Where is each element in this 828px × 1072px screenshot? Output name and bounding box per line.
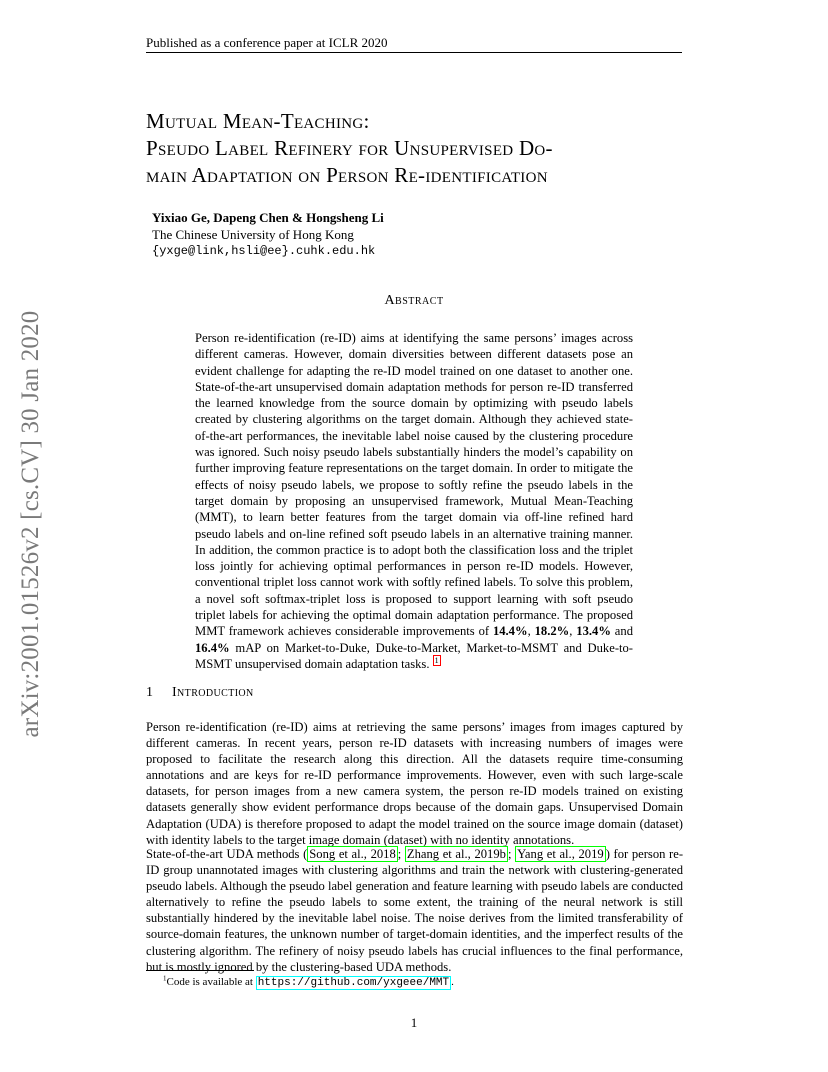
abstract-body bbox=[195, 330, 633, 672]
citation-link-song[interactable]: Song et al., 2018 bbox=[309, 847, 396, 861]
footnote-text: Code is available at bbox=[166, 976, 256, 988]
abstract-value-1: 14.4% bbox=[492, 624, 528, 639]
title-line-1: Mutual Mean-Teaching: bbox=[146, 109, 370, 133]
paper-title bbox=[146, 108, 706, 189]
footnote-link[interactable]: 1 bbox=[434, 655, 439, 665]
section-heading-introduction bbox=[146, 685, 682, 701]
citation-link-zhang[interactable]: Zhang et al., 2019b bbox=[406, 847, 506, 861]
abstract-sep-1: , bbox=[527, 624, 535, 639]
abstract-text-1: Person re-identification (re-ID) aims at identifying the same persons’ images across different cameras. However, domain diversities between different datasets pose an evident challenge for adapting the re-ID model trained on one dataset to another one. State-of-the-art unsupervised domain adaptation methods for person re-ID transferred the learned knowledge from the source domain by optimizing with pseudo labels created by clustering algorithms on the target domain. Although they achieved state-of-the-art performances, the inevitable label noise caused by the clustering procedure was ignored. Such noisy pseudo labels substantially hinders the model’s capability on further improving feature representations on the target domain. In order to mitigate the effects of noisy pseudo labels, we propose to softly refine the pseudo labels in the target domain by proposing an unsupervised framework, Mutual Mean-Teaching (MMT), to learn better features from the target domain via off-line refined hard pseudo labels and on-line refined soft pseudo labels in an alternative training manner. In addition, the common practice is to adopt both the classification loss and the triplet loss jointly for achieving optimal performances in person re-ID models. However, conventional triplet loss cannot work with softly refined labels. To solve this problem, a novel soft softmax-triplet loss is proposed to support learning with soft pseudo triplet labels for achieving the optimal domain adaptation performance. The proposed MMT framework achieves considerable improvements of bbox=[195, 331, 633, 639]
citation-separator: ; bbox=[397, 847, 405, 861]
author-block bbox=[152, 209, 652, 260]
citation-link-yang[interactable]: Yang et al., 2019 bbox=[517, 847, 604, 861]
section-number: 1 bbox=[146, 685, 154, 700]
citation-separator: ; bbox=[507, 847, 516, 861]
abstract-text-2: mAP on Market-to-Duke, Duke-to-Market, Market-to-MSMT and Duke-to-MSMT unsupervised domain adaptation tasks. bbox=[195, 640, 633, 671]
abstract-sep-3: and bbox=[610, 624, 633, 639]
abstract-value-4: 16.4% bbox=[195, 640, 230, 655]
footnote bbox=[163, 975, 683, 990]
abstract-sep-2: , bbox=[569, 624, 577, 639]
header-rule bbox=[146, 52, 682, 53]
section-title: Introduction bbox=[172, 685, 254, 700]
page-number: 1 bbox=[410, 1015, 418, 1030]
intro-paragraph-2 bbox=[146, 846, 683, 975]
arxiv-identifier: arXiv:2001.01526v2 [cs.CV] 30 Jan 2020 bbox=[17, 310, 44, 738]
intro-p2-start: State-of-the-art UDA methods ( bbox=[146, 847, 308, 861]
running-header: Published as a conference paper at ICLR 2020 bbox=[146, 35, 388, 50]
intro-paragraph-1: Person re-identification (re-ID) aims at retrieving the same persons’ images from images captured by different cameras. In recent years, person re-ID datasets with increasing numbers of images were proposed to facilitate the research along this direction. All the datasets require time-consuming annotations and are keys for re-ID performance improvements. However, even with such large-scale datasets, for person images from a new camera system, the person re-ID models trained on existing datasets generally show evident performance drops because of the domain gaps. Unsupervised Domain Adaptation (UDA) is therefore proposed to adapt the model trained on the source image domain (dataset) with identity labels to the target image domain (dataset) with no identity annotations. bbox=[146, 720, 683, 847]
footnote-rule bbox=[146, 970, 254, 971]
author-names: Yixiao Ge, Dapeng Chen & Hongsheng Li bbox=[152, 210, 384, 225]
author-email: {yxge@link,hsli@ee}.cuhk.edu.hk bbox=[152, 244, 376, 258]
affiliation: The Chinese University of Hong Kong bbox=[152, 227, 354, 242]
abstract-heading: Abstract bbox=[384, 293, 444, 308]
title-line-2: Pseudo Label Refinery for Unsupervised Do- bbox=[146, 136, 553, 160]
abstract-value-3: 13.4% bbox=[576, 624, 611, 639]
arxiv-sidebar bbox=[6, 290, 56, 758]
intro-p2-rest: ) for person re-ID group unannotated images with clustering algorithms and train the network with clustering-generated pseudo labels. Although the pseudo label generation and feature learning with pseudo labels are conducted alternatively to refine the pseudo labels to some extent, the training of the neural network is still substantially hindered by the inevitable label noise. The noise derives from the limited transferability of source-domain features, the unknown number of target-domain identities, and the imperfect results of the clustering algorithm. The refinery of noisy pseudo labels has crucial influences to the final performance, but is mostly ignored by the clustering-based UDA methods. bbox=[146, 847, 684, 974]
abstract-value-2: 18.2% bbox=[534, 624, 570, 639]
title-line-3: main Adaptation on Person Re-identification bbox=[146, 163, 548, 187]
footnote-end: . bbox=[451, 976, 454, 988]
footnote-number: 1 bbox=[163, 974, 167, 983]
code-url-link[interactable]: https://github.com/yxgeee/MMT bbox=[257, 977, 450, 989]
